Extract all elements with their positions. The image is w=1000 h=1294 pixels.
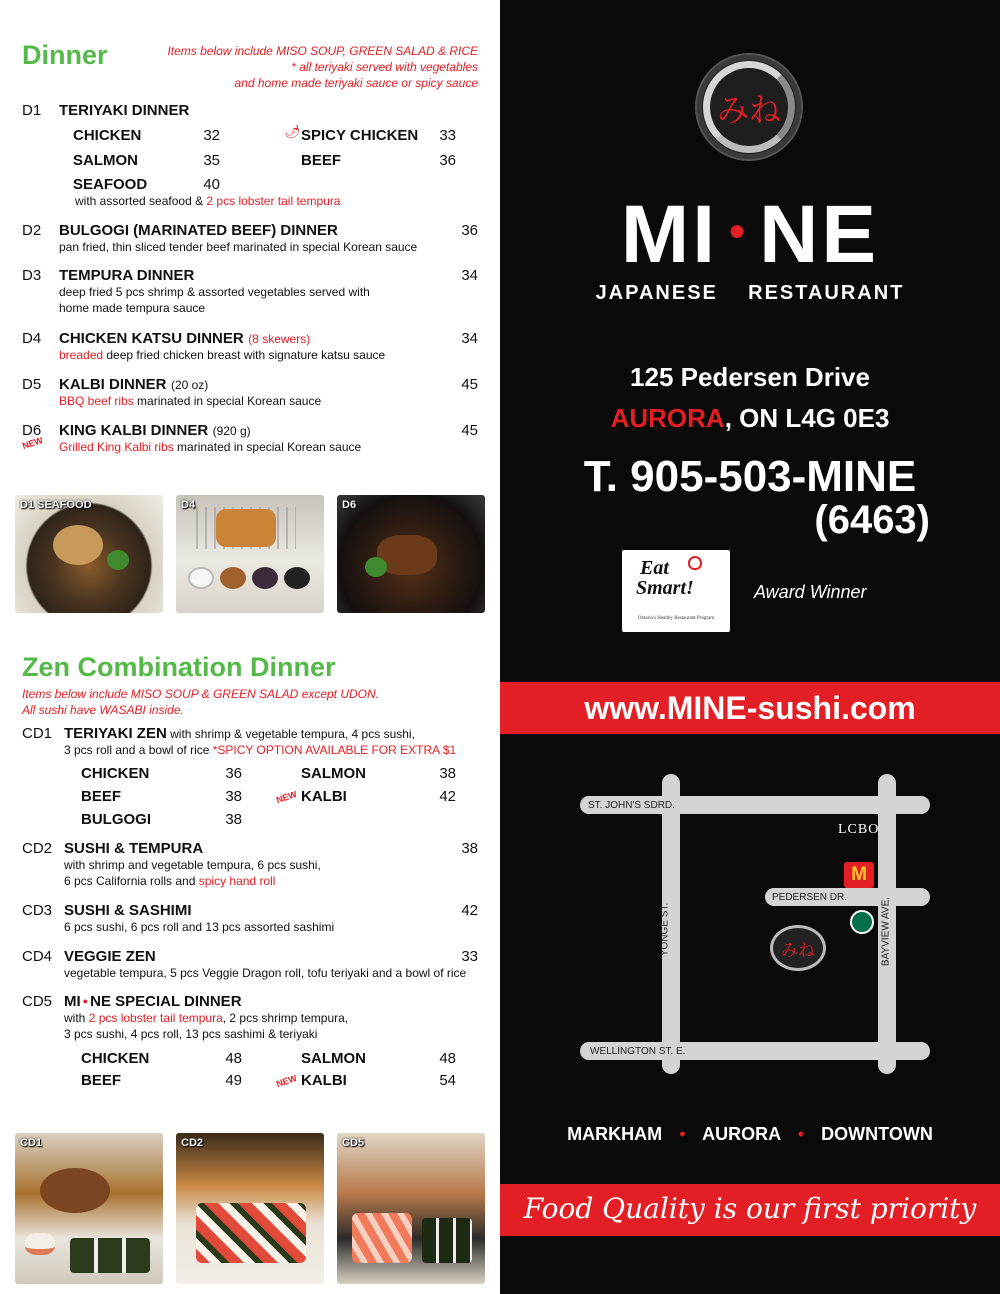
website-bar: [500, 682, 1000, 734]
photo-label: CD1: [20, 1137, 43, 1149]
option-name: KALBI: [301, 1072, 347, 1089]
slogan-text: Food Quality is our first priority: [523, 1192, 977, 1225]
dot-icon: ●: [728, 214, 750, 247]
item-title: MI ● NE SPECIAL DINNER: [64, 993, 242, 1010]
locations-list: MARKHAM ● AURORA ● DOWNTOWN: [567, 1124, 933, 1144]
item-desc: with assorted seafood & 2 pcs lobster tail tempura: [75, 194, 341, 208]
option-name: SALMON: [73, 152, 138, 169]
brand-subtitle: JAPANESE RESTAURANT: [595, 282, 905, 304]
option-name: SEAFOOD: [73, 176, 148, 193]
dot-icon: ●: [82, 996, 89, 1006]
road-label: YONGE ST.: [659, 902, 671, 957]
item-code: CD4: [22, 948, 53, 965]
option-price: 35: [203, 152, 220, 169]
location-map: [560, 760, 960, 1100]
food-shape: [252, 567, 278, 589]
item-title: SUSHI & TEMPURA: [64, 840, 204, 857]
food-shape: [70, 1238, 150, 1273]
phone-number[interactable]: T. 905-503-MINE: [583, 452, 917, 501]
food-shape: [25, 1233, 55, 1255]
item-price: 33: [461, 948, 478, 965]
option-price: 40: [203, 176, 220, 193]
item-desc: Grilled King Kalbi ribs marinated in special Korean sauce: [59, 440, 362, 454]
item-title: SUSHI & SASHIMI: [64, 902, 192, 919]
option-name: SPICY CHICKEN: [301, 127, 419, 144]
option-price: 42: [439, 788, 456, 805]
dot-icon: ●: [797, 1128, 805, 1140]
option-name: BEEF: [301, 152, 342, 169]
item-desc: 3 pcs roll and a bowl of rice *SPICY OPTION AVAILABLE FOR EXTRA $1: [64, 743, 457, 757]
food-photo: [337, 495, 485, 613]
road-label: BAYVIEW AVE.: [880, 896, 892, 967]
new-badge: NEW: [274, 1073, 299, 1089]
food-photo: [15, 1133, 163, 1284]
dinner-note: Items below include MISO SOUP, GREEN SALAD & RICE * all teriyaki served with vegetables and home made teriyaki sauce or spicy sauce: [167, 44, 478, 90]
item-code: D2: [22, 222, 42, 239]
info-panel: [500, 0, 1000, 1294]
option-name: BEEF: [81, 788, 122, 805]
option-price: 38: [225, 788, 242, 805]
item-title-line: KALBI DINNER (20 oz): [59, 376, 209, 393]
logo-text: みね: [716, 91, 781, 129]
food-shape: [352, 1213, 412, 1263]
option-price: 48: [439, 1050, 456, 1067]
photo-label: D1 SEAFOOD: [20, 499, 92, 511]
food-shape: [216, 509, 276, 547]
item-code: D6: [22, 422, 42, 439]
food-photo: [337, 1133, 485, 1284]
item-title-line: TERIYAKI ZEN with shrimp & vegetable tempura, 4 pcs sushi,: [64, 725, 415, 742]
item-code: CD1: [22, 725, 53, 742]
food-photo: [176, 495, 324, 613]
option-name: BULGOGI: [81, 811, 151, 828]
item-desc: home made tempura sauce: [59, 301, 206, 315]
item-price: 34: [461, 330, 478, 347]
address-line1: 125 Pedersen Drive: [630, 362, 870, 392]
food-photo: [15, 495, 163, 613]
item-title: VEGGIE ZEN: [64, 948, 156, 965]
road-label: PEDERSEN DR.: [772, 892, 848, 903]
dinner-title: Dinner: [22, 40, 108, 70]
option-price: 38: [225, 811, 242, 828]
food-shape: [196, 1203, 306, 1263]
item-desc: with shrimp and vegetable tempura, 6 pcs sushi,: [64, 858, 321, 872]
dot-icon: ●: [679, 1128, 686, 1140]
option-price: 32: [203, 127, 220, 144]
item-desc: pan fried, thin sliced tender beef marinated in special Korean sauce: [59, 240, 418, 254]
item-title-line: CHICKEN KATSU DINNER (8 skewers): [59, 330, 311, 347]
website-link[interactable]: www.MINE-sushi.com: [584, 690, 916, 726]
item-desc: vegetable tempura, 5 pcs Veggie Dragon roll, tofu teriyaki and a bowl of rice: [64, 966, 467, 980]
item-price: 45: [461, 376, 478, 393]
option-name: CHICKEN: [73, 127, 142, 144]
food-shape: [53, 525, 103, 565]
item-price: 42: [461, 902, 478, 919]
item-code: CD2: [22, 840, 53, 857]
map-restaurant-marker: みね: [770, 925, 826, 971]
chili-icon: 🌶: [284, 124, 301, 139]
food-shape: [284, 567, 310, 589]
option-name: BEEF: [81, 1072, 122, 1089]
option-price: 33: [439, 127, 456, 144]
photo-label: D4: [181, 499, 196, 511]
item-price: 36: [461, 222, 478, 239]
food-photo: [176, 1133, 324, 1284]
item-desc: breaded deep fried chicken breast with signature katsu sauce: [59, 348, 386, 362]
address-line2: AURORA, ON L4G 0E3: [610, 403, 890, 433]
option-price: 48: [225, 1050, 242, 1067]
option-price: 49: [225, 1072, 242, 1089]
food-shape: [107, 550, 129, 570]
option-price: 54: [439, 1072, 456, 1089]
item-title-line: KING KALBI DINNER (920 g): [59, 422, 251, 439]
item-price: 34: [461, 267, 478, 284]
option-name: SALMON: [301, 765, 366, 782]
food-shape: [220, 567, 246, 589]
apple-icon: [688, 556, 702, 570]
food-shape: [40, 1168, 110, 1213]
item-price: 45: [461, 422, 478, 439]
item-code: D4: [22, 330, 42, 347]
item-desc: deep fried 5 pcs shrimp & assorted vegetables served with: [59, 285, 370, 299]
new-badge: NEW: [20, 435, 45, 451]
food-shape: [188, 567, 214, 589]
item-code: D3: [22, 267, 42, 284]
road-label: ST. JOHN'S SDRD.: [588, 800, 675, 811]
item-desc: 6 pcs California rolls and spicy hand roll: [64, 874, 276, 888]
item-desc: 3 pcs sushi, 4 pcs roll, 13 pcs sashimi & teriyaki: [64, 1027, 318, 1041]
award-text: Award Winner: [754, 582, 867, 602]
option-name: CHICKEN: [81, 1050, 150, 1067]
mcdonalds-icon: M: [844, 862, 874, 888]
item-price: 38: [461, 840, 478, 857]
option-name: KALBI: [301, 788, 347, 805]
option-price: 38: [439, 765, 456, 782]
item-title: TEMPURA DINNER: [59, 267, 195, 284]
logo-circle: [697, 55, 801, 159]
starbucks-icon: [850, 910, 874, 934]
zen-title: Zen Combination Dinner: [22, 652, 336, 682]
food-shape: [422, 1218, 472, 1263]
road-label: WELLINGTON ST. E.: [590, 1046, 686, 1057]
food-shape: [365, 557, 387, 577]
item-title: TERIYAKI DINNER: [59, 102, 190, 119]
item-code: D1: [22, 102, 42, 119]
new-badge: NEW: [274, 789, 299, 805]
item-title: BULGOGI (MARINATED BEEF) DINNER: [59, 222, 338, 239]
eat-smart-logo: Eat Smart! Ontario's Healthy Restaurant Program: [622, 550, 730, 632]
item-desc: 6 pcs sushi, 6 pcs roll and 13 pcs assorted sashimi: [64, 920, 335, 934]
item-desc: BBQ beef ribs marinated in special Korean sauce: [59, 394, 322, 408]
photo-label: CD5: [342, 1137, 365, 1149]
item-code: CD5: [22, 993, 53, 1010]
item-code: D5: [22, 376, 42, 393]
photo-label: D6: [342, 499, 357, 511]
phone-digits: (6463): [814, 498, 930, 542]
option-name: SALMON: [301, 1050, 366, 1067]
option-name: CHICKEN: [81, 765, 150, 782]
lcbo-label: LCBO: [838, 822, 880, 837]
brand-name: MI ● NE: [620, 189, 880, 280]
option-price: 36: [225, 765, 242, 782]
item-desc: with 2 pcs lobster tail tempura, 2 pcs shrimp tempura,: [64, 1011, 349, 1025]
option-price: 36: [439, 152, 456, 169]
slogan-bar: [500, 1184, 1000, 1236]
zen-note: Items below include MISO SOUP & GREEN SALAD except UDON. All sushi have WASABI inside.: [22, 687, 380, 717]
photo-label: CD2: [181, 1137, 204, 1149]
item-code: CD3: [22, 902, 53, 919]
